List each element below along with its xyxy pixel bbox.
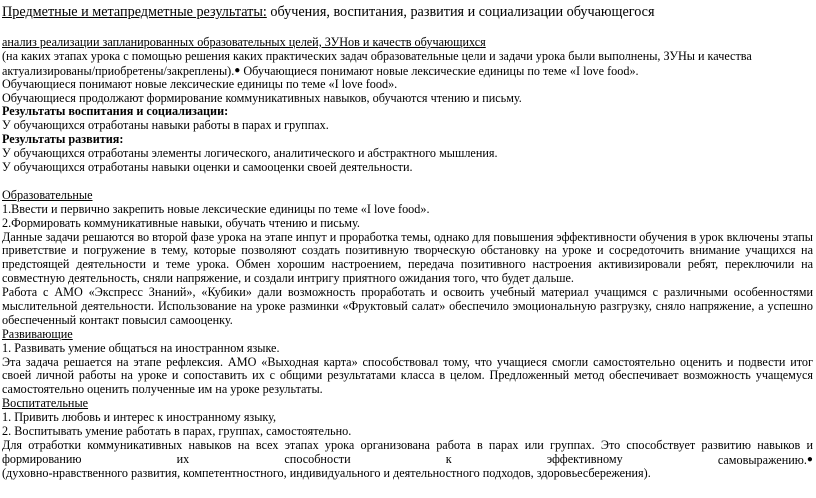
educational-p1-l4: совместную деятельность, сняли напряжение, и создали интригу приятного ожидания того, что будет дальше. (2, 272, 574, 286)
bullet-icon: ● (234, 64, 241, 76)
educational-p2-l2: мыслительной деятельности. Использование на уроке разминки «Фруктовый салат» обеспечило эмоциональную разгрузку, сняло напряжение, а успешно (2, 300, 813, 314)
upbringing-goals-item1: 1. Привить любовь и интерес к иностранному языку, (2, 411, 277, 425)
header-rest: обучения, воспитания, развития и социализации обучающегося (266, 4, 655, 20)
word: к (445, 451, 452, 466)
educational-p1-l3: предстоящей деятельности и теме урока. Обмен хорошим настроением, передача позитивного настроения активизировали ребят, переключили на (2, 258, 813, 272)
analysis-line1: (на каких этапах урока с помощью решения каких практических задач образовательные цели и задачи урока были выполнены, ЗУНы и качества (2, 49, 752, 63)
header-underlined: Предметные и метапредметные результаты: (2, 4, 267, 20)
development-line1: У обучающихся отработаны элементы логического, аналитического и абстрактного мышления. (2, 147, 498, 161)
word: формированию (2, 451, 82, 466)
upbringing-goals-heading: Воспитательные (2, 397, 89, 411)
word-with-bullet (718, 453, 813, 467)
educational-item2: 2.Формировать коммуникативные навыки, обучать чтению и письму. (2, 216, 360, 230)
spacer (2, 175, 813, 189)
word: их (176, 451, 190, 466)
analysis-line2b: Обучающиеся понимают новые лексические единицы по теме «I love food». (240, 63, 639, 78)
word: способности (284, 451, 351, 466)
analysis-line4: Обучающиеся продолжают формирование коммуникативных навыков, обучаются чтению и письму. (2, 91, 522, 105)
upbringing-heading: Результаты воспитания и социализации: (2, 105, 229, 119)
educational-p2-l1: Работа с АМО «Экспресс Знаний», «Кубики» дали возможность проработать и освоить учебный материал учащимся с различными особенностями (2, 286, 813, 300)
word: самовыражению. (717, 452, 807, 467)
analysis-heading: анализ реализации запланированных образовательных целей, ЗУНов и качеств обучающихся (2, 36, 486, 49)
header-line (2, 4, 813, 21)
educational-item1: 1.Ввести и первично закрепить новые лексические единицы по теме «I love food». (2, 202, 430, 216)
upbringing-goals-p-l3: (духовно-нравственного развития, компетентностного, индивидуального и деятельностного подходов, здоровьесбережения). (2, 466, 651, 480)
upbringing-goals-p-l2 (2, 453, 813, 467)
spacer (2, 21, 813, 36)
developing-heading: Развивающие (2, 327, 73, 341)
developing-item1: 1. Развивать умение общаться на иностранном языке. (2, 341, 280, 355)
analysis-line2 (2, 64, 813, 78)
upbringing-goals-p-l1: Для отработки коммуникативных навыков на всех этапах урока организована работа в парах или группах. Это способствует развитию навыков и (2, 438, 813, 452)
analysis-line3: Обучающиеся понимают новые лексические единицы по теме «I love food». (2, 77, 398, 91)
developing-p-l1: Эта задача решается на этапе рефлексия. АМО «Выходная карта» способствовал тому, что учащиеся смогли самостоятельно оценить и подвести итог (2, 355, 813, 369)
educational-heading: Образовательные (2, 188, 93, 202)
educational-p1-l1: Данные задачи решаются во второй фазе урока на этапе инпут и проработка темы, однако для повышения эффективности обучения в урок включены этапы (2, 230, 813, 244)
word: эффективному (546, 451, 623, 466)
bullet-icon: ● (806, 453, 813, 465)
development-line2: У обучающихся отработаны навыки оценки и самооценки своей деятельности. (2, 161, 413, 175)
upbringing-line1: У обучающихся отработаны навыки работы в парах и группах. (2, 119, 329, 133)
upbringing-goals-item2: 2. Воспитывать умение работать в парах, группах, самостоятельно. (2, 425, 352, 439)
analysis-line2a: актуализированы/приобретены/закреплены). (2, 63, 235, 78)
development-heading: Результаты развития: (2, 133, 124, 147)
educational-p1-l2: приветствие и погружение в тему, которые позволяют создать позитивную творческую обстановку на уроке и сосредоточить внимание учащихся на (2, 244, 813, 258)
developing-p-l3: самостоятельно оценить полученные им на уроке результаты. (2, 383, 323, 397)
developing-p-l2: своей личной работы на уроке и сопоставить их с общими результатами класса в целом. Предложенный метод обеспечивает возможность учащемуся (2, 369, 813, 383)
educational-p2-l3: обеспеченный контакт повысил самооценку. (2, 313, 233, 327)
